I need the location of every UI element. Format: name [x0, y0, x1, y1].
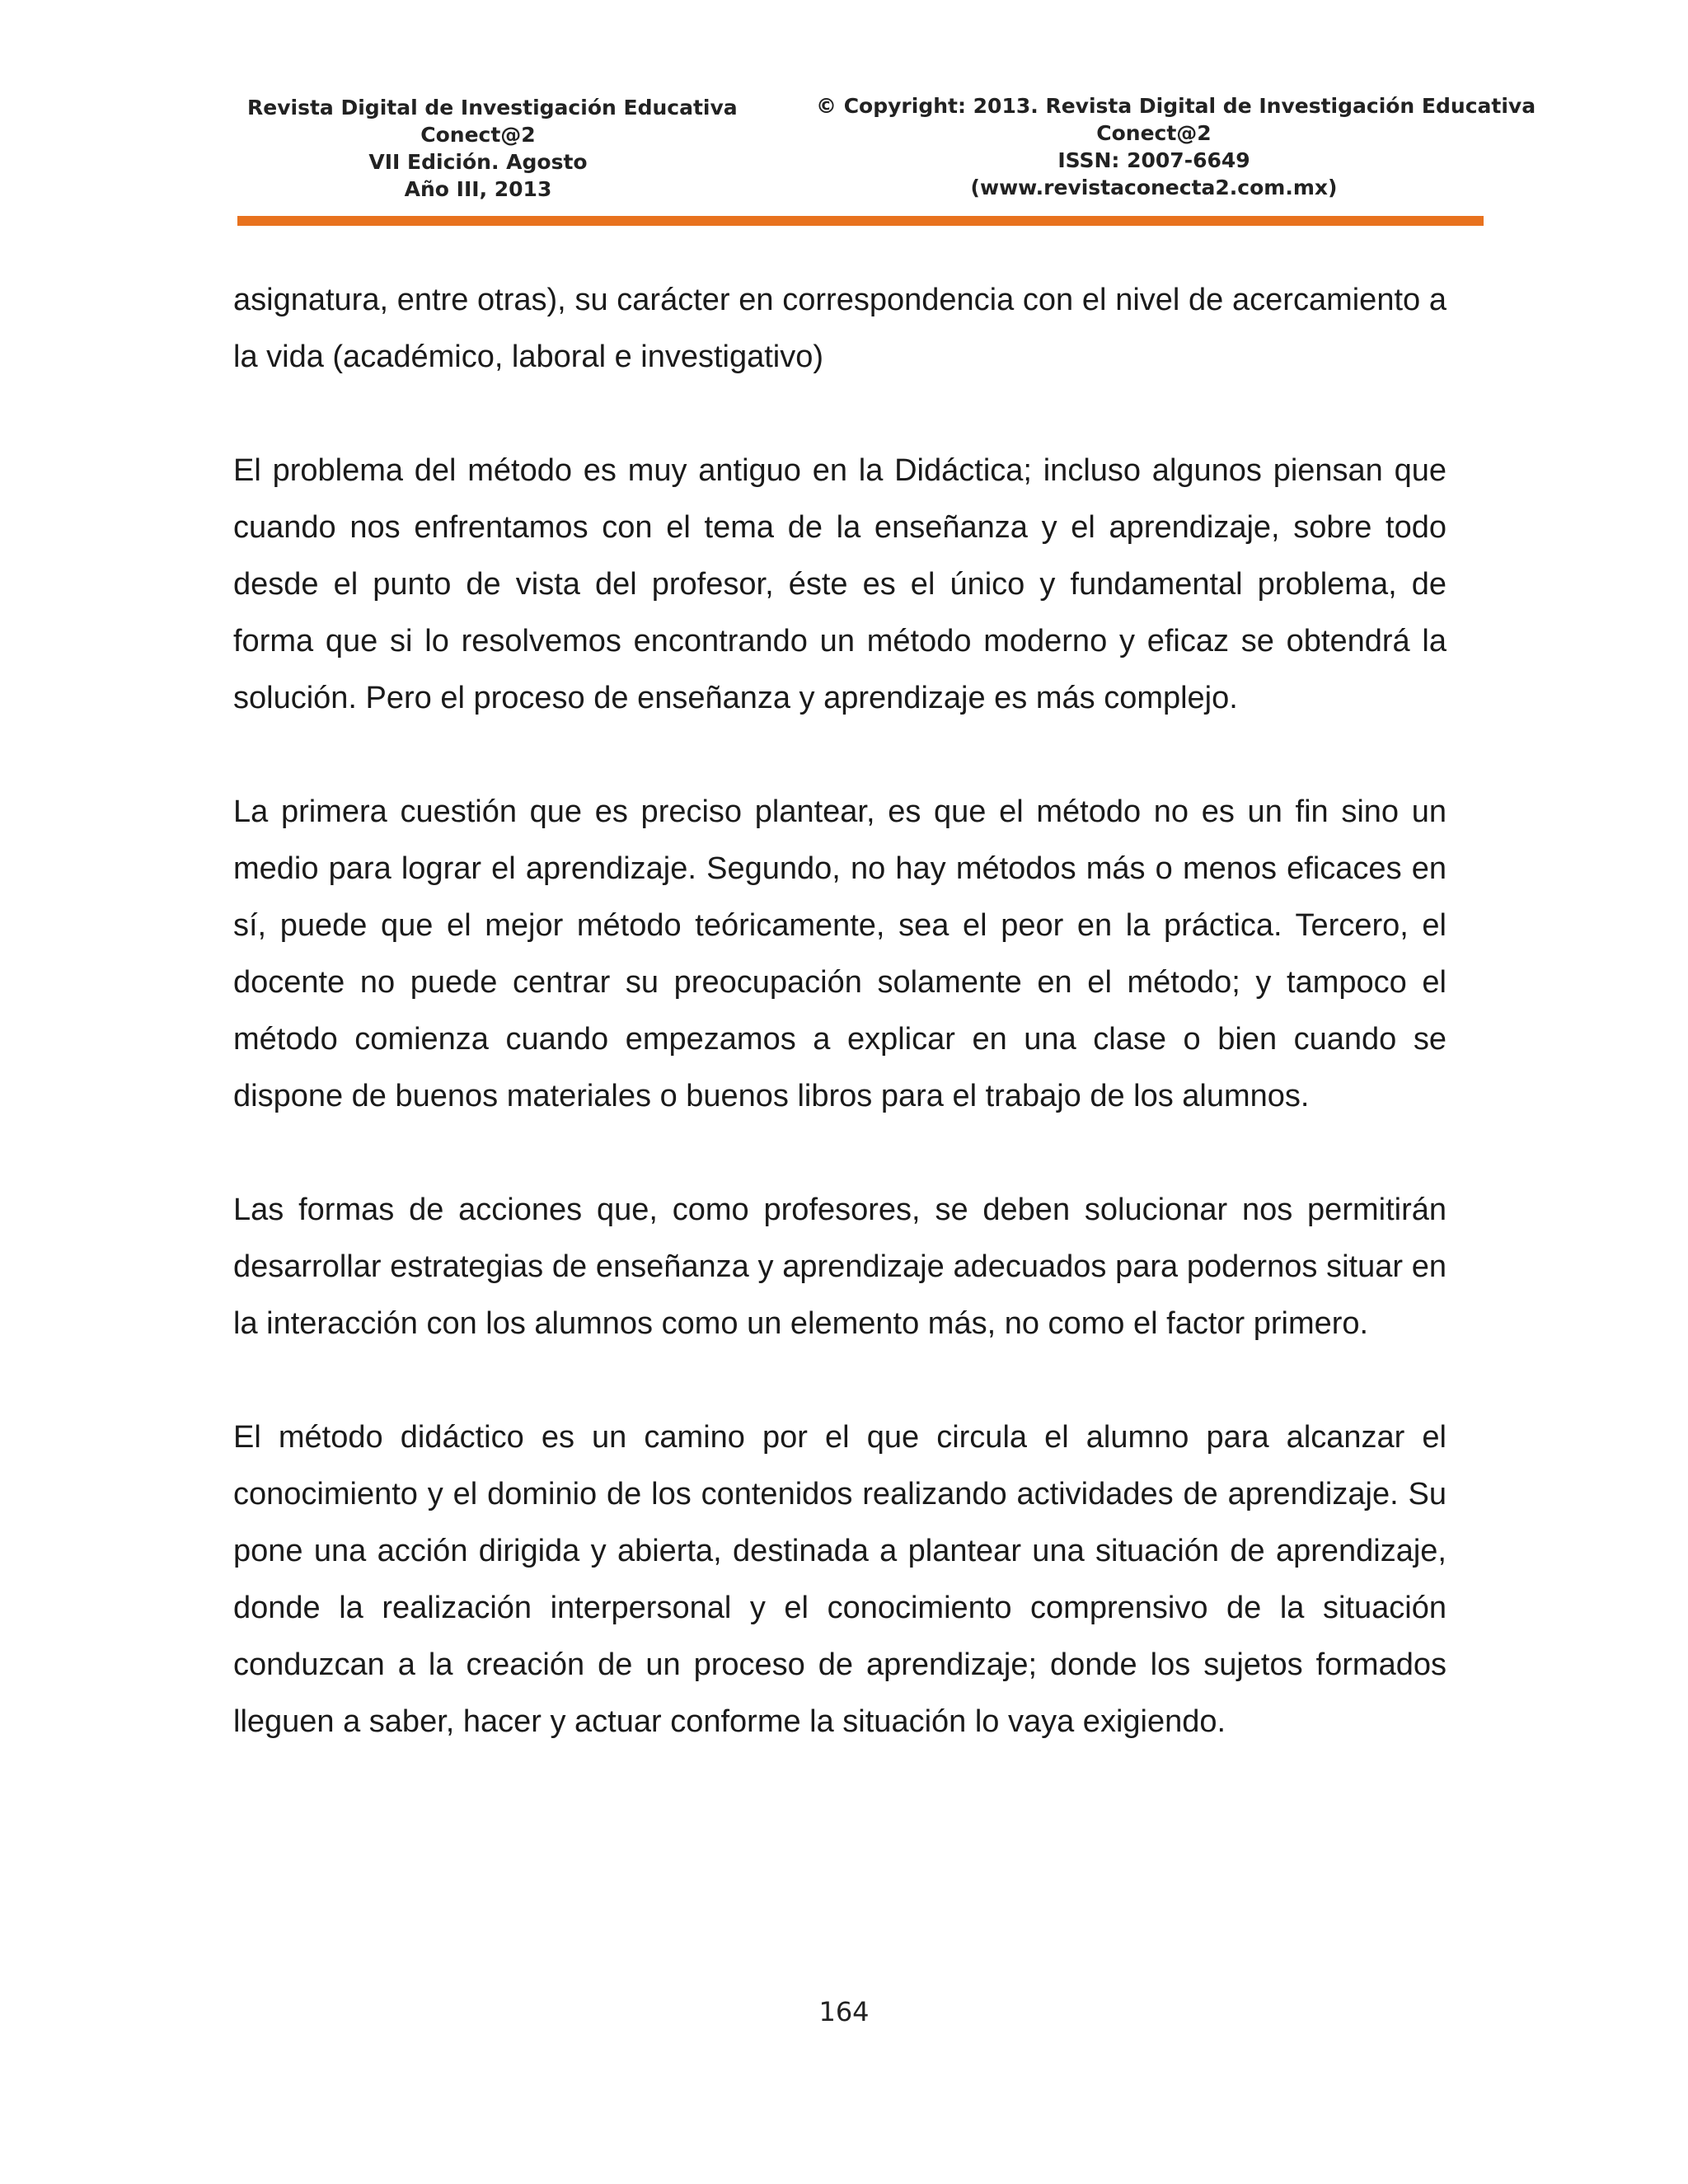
header-journal-info — [247, 94, 738, 203]
copyright-line: © Copyright: 2013. Revista Digital de Investigación Educativa — [816, 94, 1536, 118]
page-number: 164 — [818, 1996, 870, 2027]
website-line: (www.revistaconecta2.com.mx) — [970, 176, 1338, 199]
paragraph: asignatura, entre otras), su carácter en correspondencia con el nivel de acercamiento a la vida (académico, laboral e investigativo) — [233, 283, 1447, 374]
article-body — [233, 272, 1447, 1750]
paragraph: El método didáctico es un camino por el que circula el alumno para alcanzar el conocimiento y el dominio de los contenidos realizando actividades de aprendizaje. Su pone una acción dirigida y abierta, destinada a plantear una situación de aprendizaje, donde la realización interpersonal y el conocimiento comprensivo de la situación conduzcan a la creación de un proceso de aprendizaje; donde los sujetos formados lleguen a saber, hacer y actuar conforme la situación lo vaya exigiendo. — [233, 1420, 1447, 1739]
copyright-journal-name: Conect@2 — [1096, 121, 1212, 145]
header-copyright-info — [816, 92, 1536, 201]
journal-edition: VII Edición. Agosto — [368, 150, 588, 174]
header-divider — [237, 216, 1484, 226]
paragraph: El problema del método es muy antiguo en la Didáctica; incluso algunos piensan que cuando nos enfrentamos con el tema de la enseñanza y el aprendizaje, sobre todo desde el punto de vista del profesor, éste es el único y fundamental problema, de forma que si lo resolvemos encontrando un método moderno y eficaz se obtendrá la solución. Pero el proceso de enseñanza y aprendizaje es más complejo. — [233, 453, 1447, 715]
paragraph: Las formas de acciones que, como profesores, se deben solucionar nos permitirán desarrollar estrategias de enseñanza y aprendizaje adecuados para podernos situar en la interacción con los alumnos como un elemento más, no como el factor primero. — [233, 1193, 1447, 1341]
paragraph: La primera cuestión que es preciso plantear, es que el método no es un fin sino un medio para lograr el aprendizaje. Segundo, no hay métodos más o menos eficaces en sí, puede que el mejor método teóricamente, sea el peor en la práctica. Tercero, el docente no puede centrar su preocupación solamente en el método; y tampoco el método comienza cuando empezamos a explicar en una clase o bien cuando se dispone de buenos materiales o buenos libros para el trabajo de los alumnos. — [233, 794, 1447, 1113]
journal-name: Conect@2 — [420, 123, 536, 147]
journal-title: Revista Digital de Investigación Educativa — [247, 96, 738, 120]
journal-year: Año III, 2013 — [404, 177, 552, 201]
issn-line: ISSN: 2007-6649 — [1057, 148, 1250, 172]
